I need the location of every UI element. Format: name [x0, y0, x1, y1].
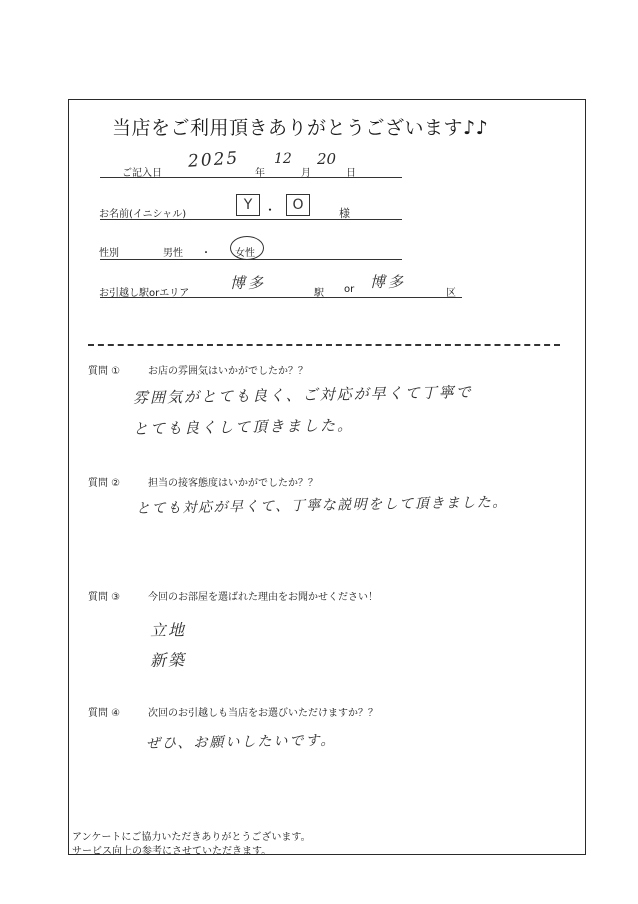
footer-line-2: サービス向上の参考にさせていただきます。	[72, 846, 272, 857]
initial-box-1: Y	[236, 194, 260, 216]
question-3-answer-line-2: 新築	[149, 650, 187, 670]
gender-label: 性別	[99, 248, 119, 259]
day-value: 20	[317, 150, 337, 168]
name-label: お名前(イニシャル)	[99, 209, 187, 220]
question-3-text: 今回のお部屋を選ばれた理由をお聞かせください！	[148, 592, 378, 603]
initial-box-2: O	[286, 194, 310, 216]
gender-underline	[100, 259, 402, 260]
section-divider	[88, 344, 560, 346]
question-3-label: 質問 ③	[88, 592, 121, 603]
footer-line-1: アンケートにご協力いただきありがとうございます。	[72, 832, 311, 843]
question-1-label: 質問 ①	[88, 366, 121, 377]
ward-unit: 区	[446, 288, 456, 299]
or-text: or	[344, 284, 355, 295]
question-3-answer-line-1: 立地	[149, 620, 187, 640]
gender-selected-circle	[230, 236, 264, 260]
question-2-answer-line-1: とても対応が早くて、丁寧な説明をして頂きました。	[135, 494, 508, 517]
question-2-label: 質問 ②	[88, 478, 121, 489]
name-underline	[100, 219, 402, 220]
date-underline	[100, 177, 402, 178]
month-value: 12	[274, 151, 292, 167]
year-value: 2025	[187, 148, 240, 172]
question-1-answer-line-1: 雰囲気がとても良く、ご対応が早くて丁寧で	[132, 383, 473, 407]
station-value: 博多	[230, 274, 267, 292]
question-1-text: お店の雰囲気はいかがでしたか？？	[148, 366, 308, 377]
gender-separator: ・	[201, 248, 211, 259]
question-2-text: 担当の接客態度はいかがでしたか？？	[148, 478, 318, 489]
initial-separator: ・	[264, 203, 277, 217]
area-underline	[100, 297, 462, 298]
date-label: ご記入日	[122, 168, 162, 179]
ward-value: 博多	[370, 273, 407, 291]
page-title: 当店をご利用頂きありがとうございます♪♪	[112, 117, 489, 139]
month-unit: 月	[301, 168, 311, 179]
question-1-answer-line-2: とても良くして頂きました。	[132, 416, 355, 438]
question-4-text: 次回のお引越しも当店をお選びいただけますか？？	[148, 708, 378, 719]
gender-male: 男性	[163, 248, 183, 259]
area-label: お引越し駅orエリア	[99, 288, 190, 299]
question-4-answer-line-1: ぜひ、お願いしたいです。	[145, 732, 337, 752]
name-suffix: 様	[339, 207, 350, 220]
question-4-label: 質問 ④	[88, 708, 121, 719]
year-unit: 年	[255, 168, 265, 179]
gender-female: 女性	[235, 248, 255, 259]
station-unit: 駅	[314, 288, 324, 299]
day-unit: 日	[346, 168, 356, 179]
